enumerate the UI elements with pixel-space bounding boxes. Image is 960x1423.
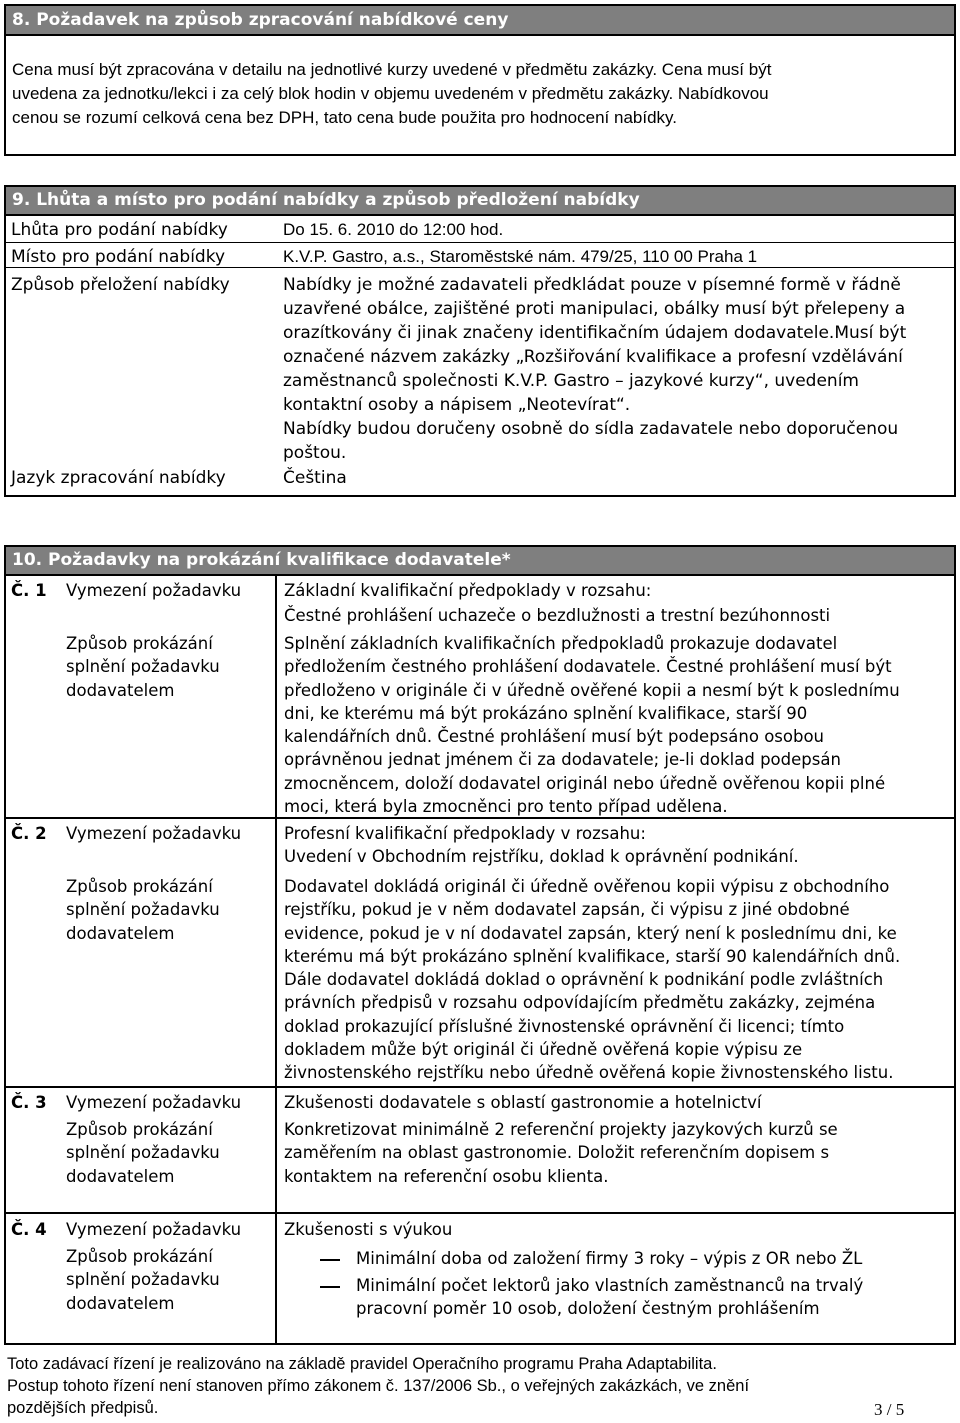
text-line: zmocněncem, doloží dodavatel originál nebo úředně ověřenou kopii plné <box>284 773 886 793</box>
section-9-divider <box>4 214 956 216</box>
item-3-requirement-label: Vymezení požadavku <box>66 1093 242 1112</box>
text-line: Základní kvalifikační předpoklady v rozsahu: <box>284 581 652 600</box>
text-line: zaměstnanců společnosti K.V.P. Gastro – jazykové kurzy“, uvedením <box>283 371 859 391</box>
item-1-requirement-label: Vymezení požadavku <box>66 581 242 600</box>
text-line: orazítkovány či jinak značeny identifikačním údajem dodavatele.Musí být <box>283 323 907 343</box>
page-number: 3 / 5 <box>874 1400 905 1419</box>
section-9-heading: 9. Lhůta a místo pro podání nabídky a způsob předložení nabídky <box>6 187 954 214</box>
language-label: Jazyk zpracování nabídky <box>11 468 226 488</box>
text-line: předloženo v originále či v úředně ověřené kopii a nesmí být k poslednímu <box>284 680 900 700</box>
bullet-item: Minimální doba od založení firmy 3 roky – výpis z OR nebo ŽL <box>356 1249 863 1268</box>
item-2-proof-label <box>66 875 220 945</box>
section-8-heading: 8. Požadavek na způsob zpracování nabídkové ceny <box>6 6 954 34</box>
text-line: doklad prokazující příslušné živnostenské oprávnění či licenci; tímto <box>284 1016 845 1036</box>
dash-bullet-icon <box>320 1259 340 1261</box>
item-divider <box>6 1086 954 1088</box>
text-line: splnění požadavku <box>66 657 220 677</box>
item-2-number: Č. 2 <box>11 824 47 843</box>
item-3-requirement: Zkušenosti dodavatele s oblastí gastronomie a hotelnictví <box>284 1093 762 1112</box>
text-line: uvedena za jednotku/lekci i za celý blok hodin v objemu uvedeném v předmětu zakázky. Nabídkovou <box>12 84 769 103</box>
text-line: Splnění základních kvalifikačních předpokladů prokazuje dodavatel <box>284 634 838 653</box>
text-line: Nabídky je možné zadavateli předkládat pouze v písemné formě v řádně <box>283 275 901 295</box>
text-line: kterému má být prokázáno splnění kvalifikace, starší 90 kalendářních dnů. <box>284 946 901 966</box>
text-line: živnostenského rejstříku nebo úředně ověřená kopie živnostenského listu. <box>284 1063 894 1083</box>
row-divider <box>6 242 954 243</box>
section-10-divider <box>4 574 956 576</box>
text-line: Dodavatel dokládá originál či úředně ověřenou kopii výpisu z obchodního <box>284 877 890 896</box>
text-line: Dále dodavatel dokládá doklad o oprávnění k podnikání podle zvláštních <box>284 970 884 990</box>
bullet-item <box>356 1274 863 1321</box>
place-label: Místo pro podání nabídky <box>11 247 226 267</box>
item-1-requirement <box>284 579 830 628</box>
text-line: uzavřené obálce, zajištěné proti manipulaci, obálky musí být přelepeny a <box>283 299 906 319</box>
text-line: Toto zadávací řízení je realizováno na základě pravidel Operačního programu Praha Adaptabilita. <box>7 1355 717 1373</box>
text-line: dni, ke kterému má být prokázáno splnění kvalifikace, starší 90 <box>284 703 808 723</box>
submission-method-value <box>283 273 906 465</box>
item-4-number: Č. 4 <box>11 1220 47 1239</box>
text-line: Postup tohoto řízení není stanoven přímo zákonem č. 137/2006 Sb., o veřejných zakázkách, ve znění <box>7 1377 750 1395</box>
column-divider <box>275 576 277 1343</box>
text-line: splnění požadavku <box>66 900 220 920</box>
section-8-text <box>12 58 771 130</box>
deadline-label: Lhůta pro podání nabídky <box>11 220 228 240</box>
text-line: rejstříku, pokud je v něm dodavatel zapsán, či výpisu z jiné obdobné <box>284 900 850 920</box>
text-line: Minimální počet lektorů jako vlastních zaměstnanců na trvalý <box>356 1276 864 1295</box>
item-1-proof-label <box>66 632 220 702</box>
text-line: poštou. <box>283 443 347 463</box>
text-line: kalendářních dnů. Čestné prohlášení musí být podepsáno osobou <box>284 727 825 747</box>
language-value: Čeština <box>283 468 347 488</box>
text-line: splnění požadavku <box>66 1270 220 1290</box>
text-line: oprávněnou jednat jménem či za dodavatele; je-li doklad podepsán <box>284 750 841 770</box>
text-line: kontaktní osoby a nápisem „Neotevírat“. <box>283 395 631 415</box>
text-line: dodavatelem <box>66 1293 175 1313</box>
text-line: Způsob prokázání <box>66 1247 213 1266</box>
submission-method-label: Způsob přeložení nabídky <box>11 275 230 295</box>
text-line: Uvedení v Obchodním rejstříku, doklad k oprávnění podnikání. <box>284 847 799 867</box>
section-10-heading: 10. Požadavky na prokázání kvalifikace dodavatele* <box>6 547 954 574</box>
text-line: pracovní poměr 10 osob, doložení čestným prohlášením <box>356 1299 820 1319</box>
item-1-proof <box>284 632 900 818</box>
place-value: K.V.P. Gastro, a.s., Staroměstské nám. 479/25, 110 00 Praha 1 <box>283 247 758 266</box>
text-line: dodavatelem <box>66 1166 175 1186</box>
text-line: Profesní kvalifikační předpoklady v rozsahu: <box>284 824 646 843</box>
text-line: Nabídky budou doručeny osobně do sídla zadavatele nebo doporučenou <box>283 419 899 439</box>
text-line: zaměřením na oblast gastronomie. Doložit referenčním dopisem s <box>284 1143 830 1163</box>
text-line: dodavatelem <box>66 923 175 943</box>
section-8-divider <box>4 34 956 36</box>
footer-text <box>7 1353 749 1419</box>
item-divider <box>6 1212 954 1214</box>
deadline-value: Do 15. 6. 2010 do 12:00 hod. <box>283 220 504 239</box>
text-line: moci, která byla zmocněnci pro tento případ udělena. <box>284 797 728 817</box>
text-line: evidence, pokud je v ní dodavatel zapsán, který není k poslednímu dni, ke <box>284 923 897 943</box>
text-line: kontaktem na referenční osobu klienta. <box>284 1166 609 1186</box>
text-line: Způsob prokázání <box>66 634 213 653</box>
text-line: Čestné prohlášení uchazeče o bezdlužnosti a trestní bezúhonnosti <box>284 606 831 626</box>
text-line: Konkretizovat minimálně 2 referenční projekty jazykových kurzů se <box>284 1120 838 1139</box>
text-line: dokladem může být originál či úředně ověřená kopie výpisu ze <box>284 1040 803 1060</box>
dash-bullet-icon <box>320 1286 340 1288</box>
item-1-number: Č. 1 <box>11 581 47 600</box>
item-4-proof-label <box>66 1245 220 1315</box>
text-line: Způsob prokázání <box>66 1120 213 1139</box>
text-line: právních předpisů v rozsahu odpovídajícím předmětu zakázky, zejména <box>284 993 876 1013</box>
item-4-requirement: Zkušenosti s výukou <box>284 1220 453 1239</box>
text-line: označené názvem zakázky „Rozšiřování kvalifikace a profesní vzdělávání <box>283 347 903 367</box>
item-3-proof-label <box>66 1118 220 1188</box>
item-3-number: Č. 3 <box>11 1093 47 1112</box>
item-2-requirement-label: Vymezení požadavku <box>66 824 242 843</box>
text-line: splnění požadavku <box>66 1143 220 1163</box>
text-line: cenou se rozumí celková cena bez DPH, tato cena bude použita pro hodnocení nabídky. <box>12 108 677 127</box>
item-2-proof <box>284 875 900 1085</box>
text-line: dodavatelem <box>66 680 175 700</box>
item-4-requirement-label: Vymezení požadavku <box>66 1220 242 1239</box>
item-2-requirement <box>284 822 799 869</box>
text-line: Cena musí být zpracována v detailu na jednotlivé kurzy uvedené v předmětu zakázky. Cena musí být <box>12 60 772 79</box>
text-line: pozdějších předpisů. <box>7 1399 159 1417</box>
text-line: Způsob prokázání <box>66 877 213 896</box>
item-3-proof <box>284 1118 838 1188</box>
text-line: předložením čestného prohlášení dodavatele. Čestné prohlášení musí být <box>284 657 892 677</box>
